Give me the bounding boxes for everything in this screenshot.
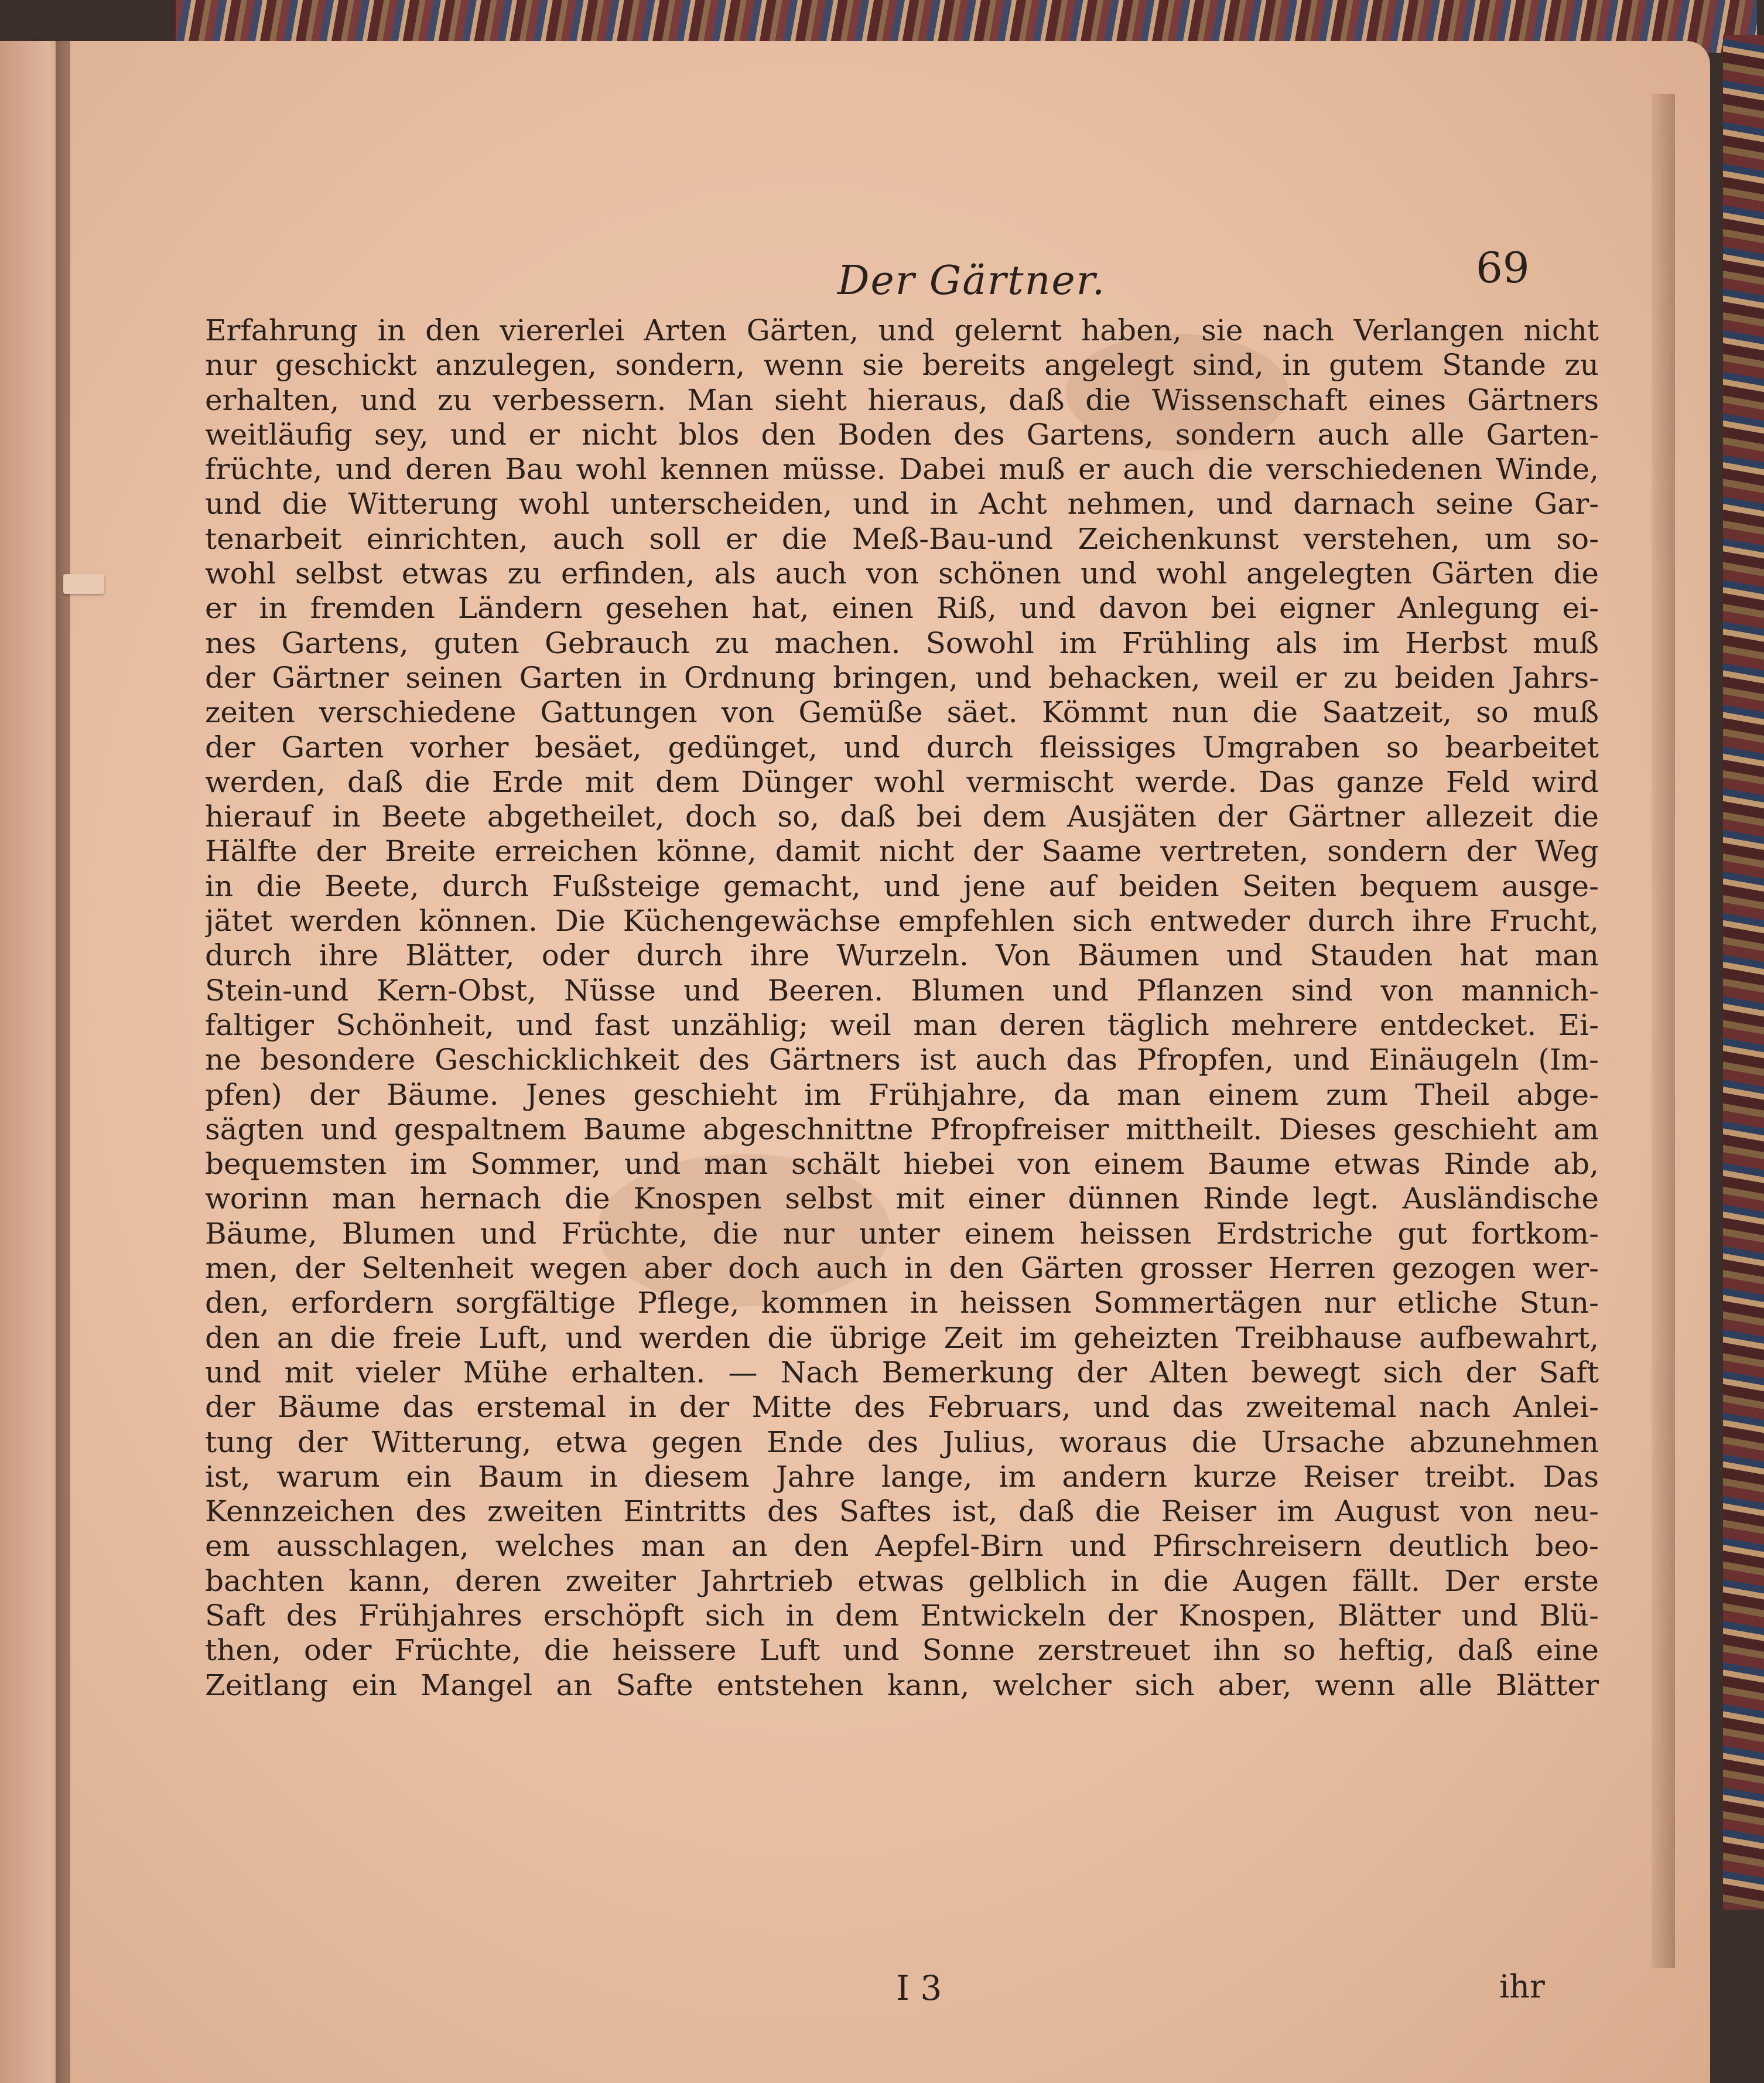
text-line: er in fremden Ländern gesehen hat, einen Riß, und davon bei eigner Anlegung ei- xyxy=(205,591,1599,626)
text-line: Hälfte der Breite erreichen könne, damit nicht der Saame vertreten, sondern der Weg xyxy=(205,834,1599,869)
text-line: wohl selbst etwas zu erfinden, als auch von schönen und wohl angelegten Gärten die xyxy=(205,556,1599,591)
text-line: der Gärtner seinen Garten in Ordnung bringen, und behacken, weil er zu beiden Jahrs- xyxy=(205,660,1599,695)
text-line: nur geschickt anzulegen, sondern, wenn sie bereits angelegt sind, in gutem Stande zu xyxy=(205,348,1599,383)
text-line: pfen) der Bäume. Jenes geschieht im Frühjahre, da man einem zum Theil abge- xyxy=(205,1077,1599,1112)
text-line: bequemsten im Sommer, und man schält hiebei von einem Baume etwas Rinde ab, xyxy=(205,1147,1599,1181)
text-line: bachten kann, deren zweiter Jahrtrieb etwas gelblich in die Augen fällt. Der erste xyxy=(205,1563,1599,1598)
text-line: in die Beete, durch Fußsteige gemacht, und jene auf beiden Seiten bequem ausge- xyxy=(205,869,1599,903)
text-line: ne besondere Geschicklichkeit des Gärtners ist auch das Pfropfen, und Einäugeln (Im- xyxy=(205,1043,1599,1077)
signature-mark: I 3 xyxy=(896,1968,942,2008)
text-line: faltiger Schönheit, und fast unzählig; weil man deren täglich mehrere entdecket. Ei- xyxy=(205,1008,1599,1042)
text-line: den, erfordern sorgfältige Pflege, kommen in heissen Sommertägen nur etliche Stun- xyxy=(205,1286,1599,1320)
text-line: then, oder Früchte, die heissere Luft und Sonne zerstreuet ihn so heftig, daß eine xyxy=(205,1633,1599,1668)
text-line: zeiten verschiedene Gattungen von Gemüße säet. Kömmt nun die Saatzeit, so muß xyxy=(205,695,1599,730)
text-line: em ausschlagen, welches man an den Aepfel-Birn und Pfirschreisern deutlich beo- xyxy=(205,1529,1599,1563)
page-content xyxy=(205,187,1599,2008)
page-number: 69 xyxy=(1476,243,1530,292)
catchword: ihr xyxy=(1499,1968,1545,2005)
page-edge-shadow xyxy=(1652,94,1675,1968)
text-line: Stein-und Kern-Obst, Nüsse und Beeren. Blumen und Pflanzen sind von mannich- xyxy=(205,973,1599,1008)
text-line: jätet werden können. Die Küchengewächse empfehlen sich entweder durch ihre Frucht, xyxy=(205,904,1599,938)
text-line: den an die freie Luft, und werden die übrige Zeit im geheizten Treibhause aufbewahrt, xyxy=(205,1320,1599,1355)
binding-thread-tab xyxy=(63,574,104,594)
text-line: worinn man hernach die Knospen selbst mit einer dünnen Rinde legt. Ausländische xyxy=(205,1181,1599,1216)
running-head xyxy=(205,187,1599,304)
text-line: erhalten, und zu verbessern. Man sieht hieraus, daß die Wissenschaft eines Gärtners xyxy=(205,383,1599,417)
text-line: und mit vieler Mühe erhalten. — Nach Bemerkung der Alten bewegt sich der Saft xyxy=(205,1355,1599,1389)
text-line: Kennzeichen des zweiten Eintritts des Saftes ist, daß die Reiser im August von neu- xyxy=(205,1494,1599,1529)
text-line: hierauf in Beete abgetheilet, doch so, daß bei dem Ausjäten der Gärtner allezeit die xyxy=(205,800,1599,834)
text-line: Saft des Frühjahres erschöpft sich in dem Entwickeln der Knospen, Blätter und Blü- xyxy=(205,1598,1599,1633)
text-line: nes Gartens, guten Gebrauch zu machen. Sowohl im Frühling als im Herbst muß xyxy=(205,626,1599,660)
text-line: und die Witterung wohl unterscheiden, und in Acht nehmen, und darnach seine Gar- xyxy=(205,487,1599,521)
page-footer xyxy=(205,1968,1599,2015)
text-line: früchte, und deren Bau wohl kennen müsse. Dabei muß er auch die verschiedenen Winde, xyxy=(205,452,1599,487)
text-line: tenarbeit einrichten, auch soll er die Meß-Bau-und Zeichenkunst verstehen, um so- xyxy=(205,521,1599,556)
body-text xyxy=(205,313,1599,1703)
text-line: weitläufig sey, und er nicht blos den Boden des Gartens, sondern auch alle Garten- xyxy=(205,417,1599,452)
page-title: Der Gärtner. xyxy=(837,258,1106,304)
text-line: der Garten vorher besäet, gedünget, und durch fleissiges Umgraben so bearbeitet xyxy=(205,730,1599,764)
book-page xyxy=(70,41,1710,2083)
text-line: tung der Witterung, etwa gegen Ende des Julius, woraus die Ursache abzunehmen xyxy=(205,1425,1599,1459)
text-line: sägten und gespaltnem Baume abgeschnittne Pfropfreiser mittheilt. Dieses geschieht am xyxy=(205,1112,1599,1146)
text-line: Bäume, Blumen und Früchte, die nur unter einem heissen Erdstriche gut fortkom- xyxy=(205,1216,1599,1251)
text-line: men, der Seltenheit wegen aber doch auch in den Gärten grosser Herren gezogen wer- xyxy=(205,1251,1599,1286)
text-line: Zeitlang ein Mangel an Safte entstehen kann, welcher sich aber, wenn alle Blätter xyxy=(205,1668,1599,1702)
text-line: Erfahrung in den viererlei Arten Gärten, und gelernt haben, sie nach Verlangen nicht xyxy=(205,313,1599,347)
text-line: ist, warum ein Baum in diesem Jahre lange, im andern kurze Reiser treibt. Das xyxy=(205,1459,1599,1494)
marbled-cover-right-edge xyxy=(1723,35,1764,1910)
text-line: werden, daß die Erde mit dem Dünger wohl vermischt werde. Das ganze Feld wird xyxy=(205,764,1599,799)
text-line: durch ihre Blätter, oder durch ihre Wurzeln. Von Bäumen und Stauden hat man xyxy=(205,938,1599,973)
text-line: der Bäume das erstemal in der Mitte des Februars, und das zweitemal nach Anlei- xyxy=(205,1390,1599,1425)
